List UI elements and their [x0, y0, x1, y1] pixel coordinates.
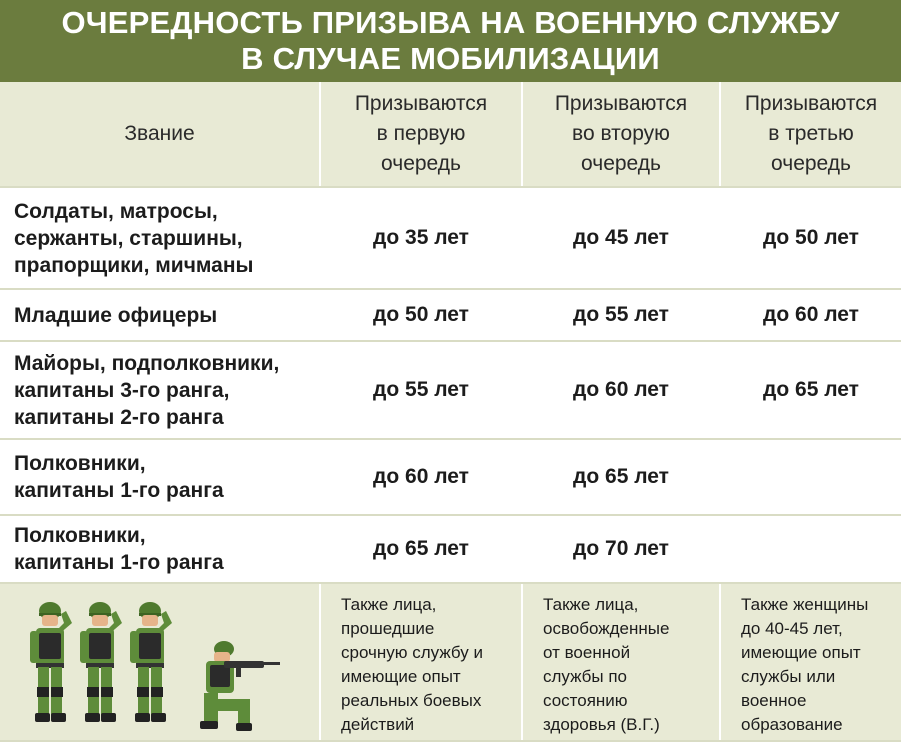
age-first-cell: до 55 лет [320, 341, 522, 439]
age-second-cell: до 55 лет [522, 289, 720, 341]
table-row [0, 515, 901, 583]
rank-cell: Полковники, капитаны 1-го ранга [0, 515, 320, 583]
note-third-wave: Также женщины до 40-45 лет, имеющие опыт службы или военное образование [720, 583, 901, 741]
note-first-wave: Также лица, прошедшие срочную службу и имеющие опыт реальных боевых действий [320, 583, 522, 741]
title-line-2: В СЛУЧАЕ МОБИЛИЗАЦИИ [241, 41, 660, 76]
age-third-cell: до 65 лет [720, 341, 901, 439]
age-second-cell: до 65 лет [522, 439, 720, 515]
table-row [0, 439, 901, 515]
age-third-cell [720, 515, 901, 583]
age-third-cell [720, 439, 901, 515]
page-title [0, 0, 901, 82]
age-third-cell: до 60 лет [720, 289, 901, 341]
kneeling-soldier [200, 641, 280, 731]
header-third-wave: Призываются в третью очередь [720, 82, 901, 187]
age-second-cell: до 70 лет [522, 515, 720, 583]
rank-cell: Полковники, капитаны 1-го ранга [0, 439, 320, 515]
age-third-cell: до 50 лет [720, 187, 901, 289]
age-second-cell: до 60 лет [522, 341, 720, 439]
age-second-cell: до 45 лет [522, 187, 720, 289]
soldiers-illustration-cell [0, 583, 320, 741]
rank-cell: Солдаты, матросы, сержанты, старшины, прапорщики, мичманы [0, 187, 320, 289]
title-line-1: ОЧЕРЕДНОСТЬ ПРИЗЫВА НА ВОЕННУЮ СЛУЖБУ [61, 5, 840, 40]
rank-cell: Младшие офицеры [0, 289, 320, 341]
footer-row [0, 583, 901, 741]
soldiers-illustration [0, 587, 300, 737]
table-row [0, 289, 901, 341]
header-rank: Звание [0, 82, 320, 187]
header-second-wave: Призываются во вторую очередь [522, 82, 720, 187]
table-row [0, 341, 901, 439]
table-row [0, 187, 901, 289]
mobilization-table [0, 82, 901, 742]
age-first-cell: до 35 лет [320, 187, 522, 289]
age-first-cell: до 50 лет [320, 289, 522, 341]
age-first-cell: до 60 лет [320, 439, 522, 515]
note-second-wave: Также лица, освобожденные от военной службы по состоянию здоровья (В.Г.) [522, 583, 720, 741]
table-header-row [0, 82, 901, 187]
age-first-cell: до 65 лет [320, 515, 522, 583]
header-first-wave: Призываются в первую очередь [320, 82, 522, 187]
rank-cell: Майоры, подполковники, капитаны 3-го ранга, капитаны 2-го ранга [0, 341, 320, 439]
